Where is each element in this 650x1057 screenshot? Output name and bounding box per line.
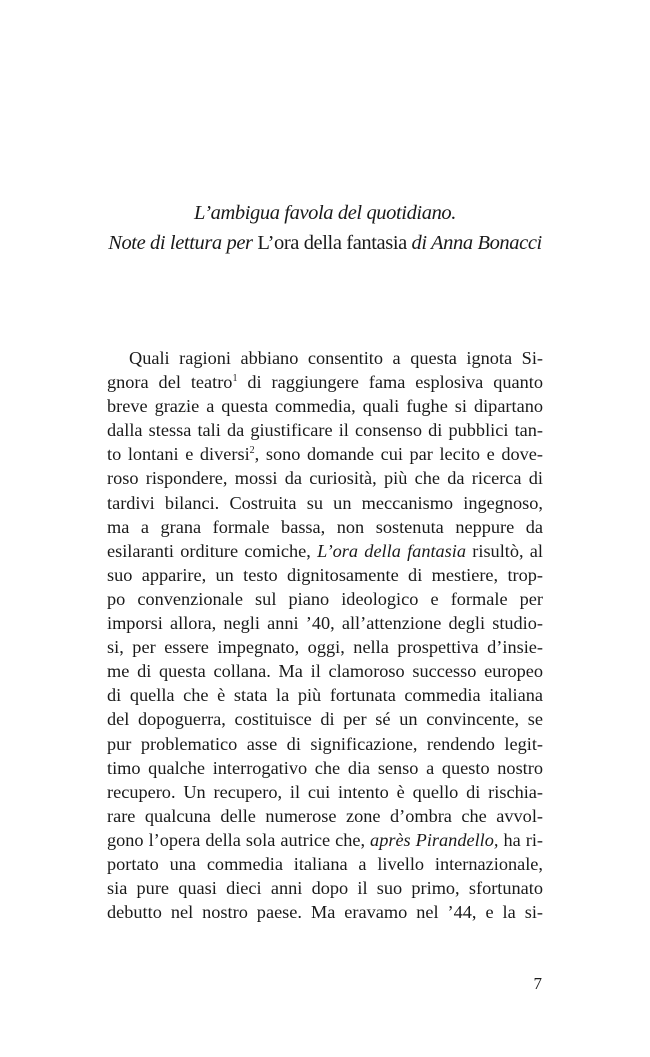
italic-phrase: après Pirandello,	[370, 829, 499, 850]
footnote-ref: 1	[232, 373, 238, 385]
line-segment: gono l’opera della sola autrice che,	[107, 829, 371, 850]
text-line: pur problematico asse di significazione, rendendo legit-	[107, 733, 543, 754]
line-segment: to lontani e diversi	[107, 444, 250, 465]
title-line-2	[60, 228, 590, 258]
text-line: tardivi bilanci. Costruita su un meccanismo ingegnoso,	[107, 492, 543, 513]
text-line: suo apparire, un testo dignitosamente di mestiere, trop-	[107, 564, 543, 585]
text-line: po convenzionale sul piano ideologico e formale per	[107, 588, 543, 609]
text-line: di quella che è stata la più fortunata commedia italiana	[107, 685, 543, 706]
text-line: timo qualche interrogativo che dia senso a questo nostro	[107, 757, 543, 778]
text-line	[107, 370, 543, 394]
text-line: portato una commedia italiana a livello internazionale,	[107, 853, 543, 874]
text-line: me di questa collana. Ma il clamoroso successo europeo	[107, 661, 543, 682]
line-segment: esilaranti orditure comiche,	[107, 540, 318, 561]
text-line	[107, 828, 543, 852]
text-line: imporsi allora, negli anni ’40, all’attenzione degli studio-	[107, 613, 543, 634]
footnote-ref: 2	[249, 445, 255, 457]
text-line: Quali ragioni abbiano consentito a questa ignota Si-	[129, 348, 543, 368]
line-segment: gnora del teatro	[107, 372, 233, 393]
line-segment: , sono domande cui par lecito e dove-	[254, 444, 543, 465]
line-segment: di raggiungere fama esplosiva quanto	[237, 372, 543, 393]
body-text	[107, 346, 543, 924]
italic-phrase: L’ora della fantasia	[317, 540, 467, 561]
page-number: 7	[533, 974, 542, 993]
text-line	[107, 539, 543, 563]
text-line	[107, 442, 543, 466]
text-line: sia pure quasi dieci anni dopo il suo primo, sfortunato	[107, 878, 543, 899]
text-line: recupero. Un recupero, il cui intento è quello di rischia-	[107, 781, 543, 802]
title-line-1	[60, 198, 590, 228]
title-work-name: L’ora della fantasia	[257, 232, 412, 254]
text-line: rare qualcuna delle numerose zone d’ombra che avvol-	[107, 805, 543, 826]
title-main: L’ambigua favola del quotidiano.	[193, 202, 457, 224]
chapter-title	[60, 198, 590, 258]
text-line: roso rispondere, mossi da curiosità, più che da ricerca di	[107, 468, 543, 489]
text-line: breve grazie a questa commedia, quali fughe si dipartano	[107, 396, 543, 417]
text-line: ma a grana formale bassa, non sostenuta neppure da	[107, 516, 543, 537]
text-line: dalla stessa tali da giustificare il consenso di pubblici tan-	[107, 420, 543, 441]
line-segment: risultò, al	[466, 540, 543, 561]
line-segment: ha ri-	[498, 829, 543, 850]
title-author: di Anna Bonacci	[411, 232, 542, 254]
text-line: debutto nel nostro paese. Ma eravamo nel ’44, e la si-	[107, 902, 543, 923]
text-line: si, per essere impegnato, oggi, nella prospettiva d’insie-	[107, 637, 543, 658]
text-line: del dopoguerra, costituisce di per sé un convincente, se	[107, 709, 543, 730]
title-subtitle-prefix: Note di lettura per	[108, 232, 258, 254]
